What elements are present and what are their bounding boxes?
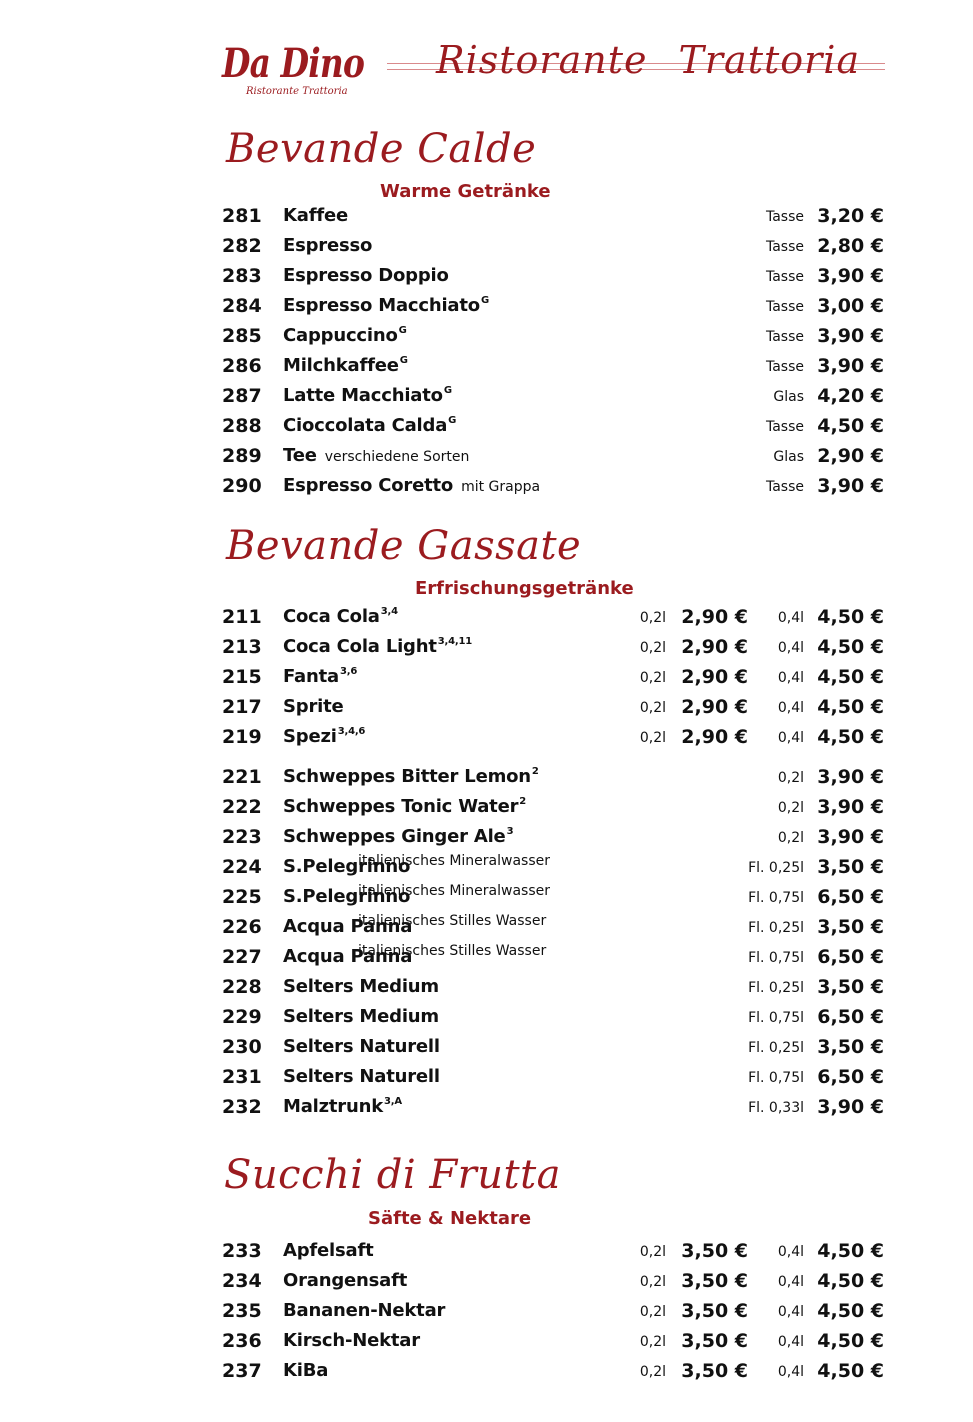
item-number: 227 bbox=[222, 946, 262, 968]
item-number: 232 bbox=[222, 1096, 262, 1118]
allergen-footnote: 2 bbox=[519, 796, 527, 807]
item-number: 224 bbox=[222, 856, 262, 878]
item-price-large: 4,50 € bbox=[817, 1360, 884, 1382]
item-name bbox=[283, 853, 410, 881]
item-price-small: 3,50 € bbox=[681, 1300, 748, 1322]
item-unit-large: 0,4l bbox=[777, 610, 804, 626]
item-number: 289 bbox=[222, 445, 262, 467]
item-number: 233 bbox=[222, 1240, 262, 1262]
allergen-footnote: 3,4,11 bbox=[437, 636, 472, 647]
item-name bbox=[283, 382, 452, 413]
menu-item-row bbox=[222, 1033, 884, 1063]
item-name-text: Acqua Panna bbox=[283, 916, 413, 937]
item-name bbox=[283, 823, 513, 854]
item-price: 2,90 € bbox=[817, 445, 884, 467]
item-price-large: 4,50 € bbox=[817, 1300, 884, 1322]
item-name-text: Schweppes Bitter Lemon bbox=[283, 766, 531, 787]
menu-item-row bbox=[222, 1063, 884, 1093]
item-number: 219 bbox=[222, 726, 262, 748]
item-name bbox=[283, 913, 412, 941]
item-price-large: 4,50 € bbox=[817, 1240, 884, 1262]
menu-item-row bbox=[222, 382, 884, 412]
item-unit: Fl. 0,25l bbox=[748, 980, 804, 996]
item-price-large: 4,50 € bbox=[817, 1270, 884, 1292]
menu-item-row bbox=[222, 663, 884, 693]
item-name bbox=[283, 663, 357, 694]
allergen-footnote: G bbox=[480, 295, 489, 306]
item-price-large: 4,50 € bbox=[817, 726, 884, 748]
menu-item-row bbox=[222, 232, 884, 262]
item-unit: 0,2l bbox=[777, 770, 804, 786]
item-unit-small: 0,2l bbox=[639, 730, 666, 746]
item-number: 222 bbox=[222, 796, 262, 818]
menu-item-row bbox=[222, 853, 884, 883]
item-unit-small: 0,2l bbox=[639, 1304, 666, 1320]
item-unit-large: 0,4l bbox=[777, 1364, 804, 1380]
item-price: 3,00 € bbox=[817, 295, 884, 317]
item-number: 290 bbox=[222, 475, 262, 497]
item-unit: Tasse bbox=[765, 239, 804, 255]
item-name bbox=[283, 633, 472, 664]
menu-item-row bbox=[222, 603, 884, 633]
menu-item-row bbox=[222, 693, 884, 723]
item-description: italienisches Mineralwasser bbox=[358, 853, 551, 869]
item-name-text: Apfelsaft bbox=[283, 1240, 374, 1261]
menu-item-row bbox=[222, 1297, 884, 1327]
header-title: Ristorante Trattoria bbox=[436, 38, 861, 82]
section-subtitle-erfrischungsgetraenke: Erfrischungsgetränke bbox=[415, 578, 634, 599]
item-number: 231 bbox=[222, 1066, 262, 1088]
item-name-text: Coca Cola bbox=[283, 606, 380, 627]
item-unit: 0,2l bbox=[777, 830, 804, 846]
item-description: italienisches Stilles Wasser bbox=[358, 913, 547, 929]
item-name-text: Sprite bbox=[283, 696, 344, 717]
item-name-text: S.Pelegrinno bbox=[283, 856, 411, 877]
item-name-text: Orangensaft bbox=[283, 1270, 408, 1291]
item-name bbox=[283, 973, 439, 1001]
item-price: 3,90 € bbox=[817, 826, 884, 848]
item-name-text: Milchkaffee bbox=[283, 355, 399, 376]
allergen-footnote: 3,4 bbox=[380, 606, 398, 617]
item-price-large: 4,50 € bbox=[817, 666, 884, 688]
item-price: 3,90 € bbox=[817, 1096, 884, 1118]
item-name-text: Espresso Doppio bbox=[283, 265, 449, 286]
item-unit: Glas bbox=[773, 389, 804, 405]
allergen-footnote: 3,A bbox=[384, 1096, 402, 1107]
item-unit: Fl. 0,75l bbox=[748, 890, 804, 906]
item-price: 3,90 € bbox=[817, 796, 884, 818]
item-unit-large: 0,4l bbox=[777, 1304, 804, 1320]
item-price-small: 3,50 € bbox=[681, 1330, 748, 1352]
item-unit-small: 0,2l bbox=[639, 1334, 666, 1350]
item-price: 3,50 € bbox=[817, 916, 884, 938]
item-unit: Tasse bbox=[765, 269, 804, 285]
item-name-text: Schweppes Tonic Water bbox=[283, 796, 519, 817]
item-price-small: 3,50 € bbox=[681, 1360, 748, 1382]
item-number: 228 bbox=[222, 976, 262, 998]
item-name bbox=[283, 1093, 402, 1124]
item-unit-small: 0,2l bbox=[639, 1274, 666, 1290]
item-unit-large: 0,4l bbox=[777, 730, 804, 746]
item-price: 3,90 € bbox=[817, 766, 884, 788]
item-name-text: Cappuccino bbox=[283, 325, 398, 346]
item-name bbox=[283, 232, 372, 260]
item-price: 4,20 € bbox=[817, 385, 884, 407]
item-name bbox=[283, 322, 407, 353]
item-name-text: KiBa bbox=[283, 1360, 329, 1381]
item-price: 6,50 € bbox=[817, 946, 884, 968]
item-price: 4,50 € bbox=[817, 415, 884, 437]
menu-item-row bbox=[222, 913, 884, 943]
item-name bbox=[283, 883, 410, 911]
logo-subtitle: Ristorante Trattoria bbox=[246, 86, 348, 97]
item-price: 3,90 € bbox=[817, 475, 884, 497]
item-name bbox=[283, 1033, 440, 1061]
item-number: 230 bbox=[222, 1036, 262, 1058]
item-description: mit Grappa bbox=[461, 479, 541, 495]
section-title-succhi-di-frutta: Succhi di Frutta bbox=[224, 1152, 561, 1198]
menu-item-row bbox=[222, 943, 884, 973]
item-name-text: Selters Medium bbox=[283, 1006, 439, 1027]
item-name-text: Spezi bbox=[283, 726, 337, 747]
menu-item-row bbox=[222, 292, 884, 322]
item-name bbox=[283, 723, 365, 754]
item-price: 6,50 € bbox=[817, 1066, 884, 1088]
item-unit: Tasse bbox=[765, 329, 804, 345]
item-unit-large: 0,4l bbox=[777, 670, 804, 686]
item-description: italienisches Mineralwasser bbox=[358, 883, 551, 899]
item-price-small: 2,90 € bbox=[681, 636, 748, 658]
item-price-small: 2,90 € bbox=[681, 726, 748, 748]
item-name-text: Fanta bbox=[283, 666, 339, 687]
menu-item-row bbox=[222, 1357, 884, 1387]
item-name-text: Coca Cola Light bbox=[283, 636, 437, 657]
item-price-large: 4,50 € bbox=[817, 696, 884, 718]
item-name-text: Malztrunk bbox=[283, 1096, 383, 1117]
item-unit: Tasse bbox=[765, 359, 804, 375]
item-number: 229 bbox=[222, 1006, 262, 1028]
item-name-text: Espresso Coretto bbox=[283, 475, 454, 496]
item-number: 211 bbox=[222, 606, 262, 628]
item-unit-large: 0,4l bbox=[777, 1274, 804, 1290]
item-price: 3,20 € bbox=[817, 205, 884, 227]
item-name-text: Selters Naturell bbox=[283, 1066, 440, 1087]
item-unit: Fl. 0,25l bbox=[748, 860, 804, 876]
item-name-text: Bananen-Nektar bbox=[283, 1300, 446, 1321]
item-price: 2,80 € bbox=[817, 235, 884, 257]
menu-item-row bbox=[222, 262, 884, 292]
menu-item-row bbox=[222, 472, 884, 502]
item-name bbox=[283, 603, 398, 634]
item-unit: Tasse bbox=[765, 479, 804, 495]
item-unit: Fl. 0,33l bbox=[748, 1100, 804, 1116]
item-price: 3,90 € bbox=[817, 265, 884, 287]
item-unit-small: 0,2l bbox=[639, 1244, 666, 1260]
menu-item-row bbox=[222, 442, 884, 472]
item-name bbox=[283, 262, 449, 290]
item-name bbox=[283, 202, 348, 230]
item-name bbox=[283, 412, 456, 443]
item-name-text: Schweppes Ginger Ale bbox=[283, 826, 506, 847]
allergen-footnote: 3,4,6 bbox=[337, 726, 366, 737]
item-unit: Glas bbox=[773, 449, 804, 465]
menu-item-row bbox=[222, 1237, 884, 1267]
item-name bbox=[283, 1003, 439, 1031]
item-description: italienisches Stilles Wasser bbox=[358, 943, 547, 959]
allergen-footnote: G bbox=[398, 325, 407, 336]
item-number: 237 bbox=[222, 1360, 262, 1382]
item-price-small: 2,90 € bbox=[681, 696, 748, 718]
item-number: 213 bbox=[222, 636, 262, 658]
section-subtitle-saefte-nektare: Säfte & Nektare bbox=[368, 1208, 532, 1229]
item-name-text: S.Pelegrinno bbox=[283, 886, 411, 907]
item-name-text: Kirsch-Nektar bbox=[283, 1330, 420, 1351]
item-number: 235 bbox=[222, 1300, 262, 1322]
menu-item-row bbox=[222, 322, 884, 352]
page-header bbox=[220, 36, 885, 106]
item-price-small: 3,50 € bbox=[681, 1240, 748, 1262]
item-number: 286 bbox=[222, 355, 262, 377]
item-unit-large: 0,4l bbox=[777, 1334, 804, 1350]
item-unit: Tasse bbox=[765, 419, 804, 435]
item-unit-small: 0,2l bbox=[639, 610, 666, 626]
allergen-footnote: G bbox=[399, 355, 408, 366]
item-name bbox=[283, 472, 540, 501]
item-price-large: 4,50 € bbox=[817, 1330, 884, 1352]
item-unit: Tasse bbox=[765, 299, 804, 315]
item-price: 3,50 € bbox=[817, 1036, 884, 1058]
item-name bbox=[283, 943, 412, 971]
item-name-text: Acqua Panna bbox=[283, 946, 413, 967]
item-unit-large: 0,4l bbox=[777, 640, 804, 656]
item-name bbox=[283, 793, 526, 824]
item-name bbox=[283, 1297, 445, 1325]
item-price-small: 2,90 € bbox=[681, 666, 748, 688]
allergen-footnote: G bbox=[443, 385, 452, 396]
logo: Da Dino bbox=[222, 40, 365, 87]
item-number: 287 bbox=[222, 385, 262, 407]
item-number: 236 bbox=[222, 1330, 262, 1352]
item-name-text: Latte Macchiato bbox=[283, 385, 443, 406]
item-number: 217 bbox=[222, 696, 262, 718]
item-price: 3,50 € bbox=[817, 856, 884, 878]
item-unit-small: 0,2l bbox=[639, 1364, 666, 1380]
menu-item-row bbox=[222, 1267, 884, 1297]
item-price: 3,50 € bbox=[817, 976, 884, 998]
item-price-large: 4,50 € bbox=[817, 606, 884, 628]
item-unit-small: 0,2l bbox=[639, 670, 666, 686]
item-unit-large: 0,4l bbox=[777, 700, 804, 716]
menu-item-row bbox=[222, 973, 884, 1003]
item-name bbox=[283, 352, 408, 383]
item-unit-small: 0,2l bbox=[639, 640, 666, 656]
item-description: verschiedene Sorten bbox=[324, 449, 470, 465]
item-name-text: Selters Naturell bbox=[283, 1036, 440, 1057]
item-number: 281 bbox=[222, 205, 262, 227]
menu-item-row bbox=[222, 1003, 884, 1033]
item-name bbox=[283, 1357, 328, 1385]
item-number: 284 bbox=[222, 295, 262, 317]
item-unit: Fl. 0,75l bbox=[748, 950, 804, 966]
item-unit: Fl. 0,75l bbox=[748, 1070, 804, 1086]
allergen-footnote: 3,6 bbox=[339, 666, 358, 677]
item-price-large: 4,50 € bbox=[817, 636, 884, 658]
section-title-bevande-gassate: Bevande Gassate bbox=[226, 523, 582, 569]
item-price: 6,50 € bbox=[817, 886, 884, 908]
section-subtitle-warme-getraenke: Warme Getränke bbox=[380, 181, 551, 202]
item-number: 288 bbox=[222, 415, 262, 437]
item-name-text: Espresso Macchiato bbox=[283, 295, 480, 316]
item-price: 3,90 € bbox=[817, 355, 884, 377]
allergen-footnote: 3 bbox=[506, 826, 514, 837]
menu-item-row bbox=[222, 202, 884, 232]
item-name bbox=[283, 1237, 374, 1265]
allergen-footnote: 2 bbox=[531, 766, 539, 777]
menu-item-row bbox=[222, 633, 884, 663]
item-name bbox=[283, 292, 489, 323]
item-name bbox=[283, 1267, 407, 1295]
allergen-footnote: G bbox=[448, 415, 457, 426]
item-name bbox=[283, 693, 344, 721]
item-unit: Fl. 0,75l bbox=[748, 1010, 804, 1026]
item-name bbox=[283, 763, 539, 794]
menu-item-row bbox=[222, 763, 884, 793]
menu-item-row bbox=[222, 823, 884, 853]
item-number: 282 bbox=[222, 235, 262, 257]
item-number: 225 bbox=[222, 886, 262, 908]
item-unit: Tasse bbox=[765, 209, 804, 225]
item-number: 223 bbox=[222, 826, 262, 848]
item-number: 221 bbox=[222, 766, 262, 788]
menu-item-row bbox=[222, 723, 884, 753]
menu-item-row bbox=[222, 883, 884, 913]
item-name-text: Cioccolata Calda bbox=[283, 415, 448, 436]
menu-item-row bbox=[222, 1093, 884, 1123]
item-number: 234 bbox=[222, 1270, 262, 1292]
menu-item-row bbox=[222, 412, 884, 442]
item-price: 6,50 € bbox=[817, 1006, 884, 1028]
menu-item-row bbox=[222, 793, 884, 823]
item-unit: Fl. 0,25l bbox=[748, 1040, 804, 1056]
item-name-text: Selters Medium bbox=[283, 976, 439, 997]
item-name bbox=[283, 1063, 440, 1091]
item-name-text: Espresso bbox=[283, 235, 373, 256]
item-number: 226 bbox=[222, 916, 262, 938]
item-unit: 0,2l bbox=[777, 800, 804, 816]
item-price-small: 3,50 € bbox=[681, 1270, 748, 1292]
menu-item-row bbox=[222, 1327, 884, 1357]
item-price-small: 2,90 € bbox=[681, 606, 748, 628]
item-unit: Fl. 0,25l bbox=[748, 920, 804, 936]
section-title-bevande-calde: Bevande Calde bbox=[226, 126, 537, 172]
item-name-text: Tee bbox=[283, 445, 317, 466]
item-number: 215 bbox=[222, 666, 262, 688]
item-number: 285 bbox=[222, 325, 262, 347]
item-name bbox=[283, 442, 469, 471]
item-price: 3,90 € bbox=[817, 325, 884, 347]
item-unit-large: 0,4l bbox=[777, 1244, 804, 1260]
item-name-text: Kaffee bbox=[283, 205, 348, 226]
menu-item-row bbox=[222, 352, 884, 382]
item-name bbox=[283, 1327, 420, 1355]
item-number: 283 bbox=[222, 265, 262, 287]
item-unit-small: 0,2l bbox=[639, 700, 666, 716]
